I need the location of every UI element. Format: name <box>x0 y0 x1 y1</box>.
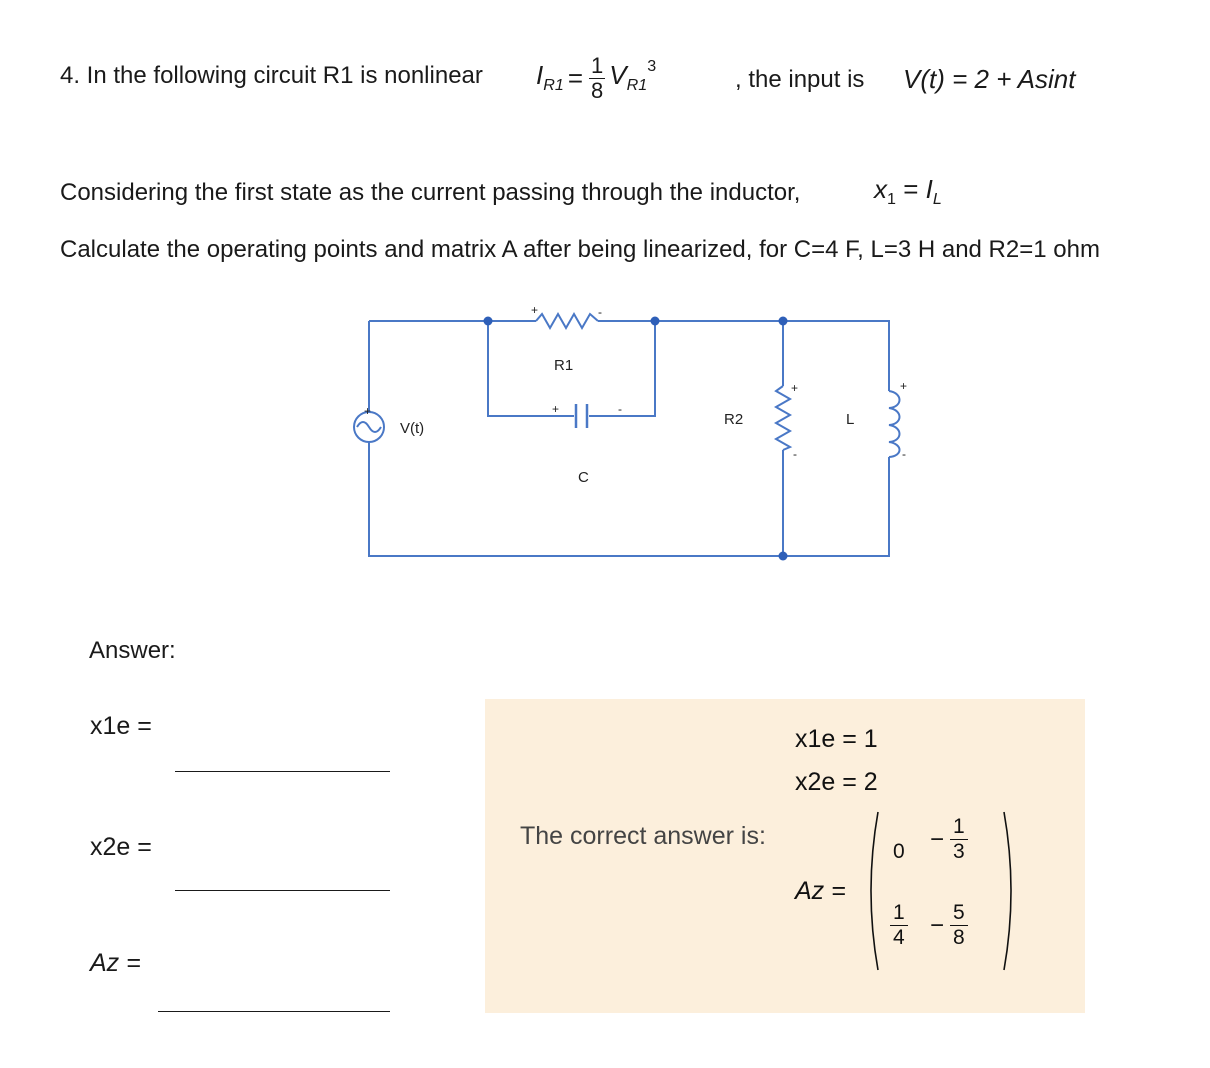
az-label: Az = <box>90 949 141 977</box>
r2-minus: - <box>793 447 797 461</box>
x1e-answer-line[interactable] <box>175 771 390 772</box>
input-text: , the input is <box>735 66 865 93</box>
label-l: L <box>846 411 855 428</box>
capacitor-c <box>576 404 587 428</box>
question-line-2: Considering the first state as the current passing through the inductor, <box>60 179 801 206</box>
a12-fraction: $\frac{1}{3}$ <box>950 816 968 863</box>
wire-top <box>369 321 889 391</box>
a12-sign: − <box>930 825 945 853</box>
a22-sign: − <box>930 911 945 939</box>
resistor-r2 <box>776 386 790 450</box>
r1-plus: + <box>531 303 539 317</box>
correct-az-label: Az = <box>795 877 846 905</box>
x1e-label: x1e = <box>90 712 152 740</box>
matrix-a12 <box>930 816 968 863</box>
matrix-a21 <box>890 902 908 949</box>
r1-minus: - <box>598 305 602 319</box>
question-line-3: Calculate the operating points and matrix A after being linearized, for C=4 F, L=3 H and R2=1 ohm <box>60 236 1100 263</box>
x2e-label: x2e = <box>90 833 152 861</box>
matrix-a22 <box>930 902 968 949</box>
input-formula: V(t) = 2 + Asint <box>903 64 1076 94</box>
node-2 <box>651 317 660 326</box>
resistor-r1 <box>536 314 598 328</box>
relation-lhs: $I_{R1}$ <box>536 60 564 95</box>
az-matrix <box>866 806 1016 976</box>
c-minus: - <box>618 402 622 416</box>
az-answer-line[interactable] <box>158 1011 390 1012</box>
label-c: C <box>578 469 589 486</box>
l-minus: - <box>902 447 906 461</box>
c-plus: + <box>552 402 560 416</box>
nonlinear-relation: $I_{R1}$ = $\frac{1}{8}$ $V_{R1}^3$ <box>536 52 657 103</box>
l-plus: + <box>900 379 908 393</box>
question-prefix: 4. In the following circuit R1 is nonlinear <box>60 62 483 89</box>
relation-fraction: $\frac{1}{8}$ <box>591 52 604 103</box>
correct-x1e: x1e = 1 <box>795 725 878 753</box>
label-r1: R1 <box>554 357 574 374</box>
source-plus: + <box>364 404 372 418</box>
matrix-a11: 0 <box>893 840 905 863</box>
correct-answer-intro: The correct answer is: <box>520 822 766 850</box>
r2-plus: + <box>791 381 799 395</box>
node-3 <box>779 317 788 326</box>
label-r2: R2 <box>724 411 744 428</box>
wire-left <box>369 321 889 556</box>
answer-heading: Answer: <box>89 637 176 664</box>
node-4 <box>779 552 788 561</box>
label-vt: V(t) <box>400 420 425 437</box>
correct-x2e: x2e = 2 <box>795 768 878 796</box>
relation-var: $V_{R1}^3$ <box>609 56 657 95</box>
state-definition: $x_1 = I_L$ <box>874 174 942 209</box>
a21-fraction: 1 4 <box>890 902 908 949</box>
node-1 <box>484 317 493 326</box>
inductor-l <box>889 391 900 457</box>
a22-fraction: $\frac{5}{8}$ <box>950 902 968 949</box>
x2e-answer-line[interactable] <box>175 890 390 891</box>
